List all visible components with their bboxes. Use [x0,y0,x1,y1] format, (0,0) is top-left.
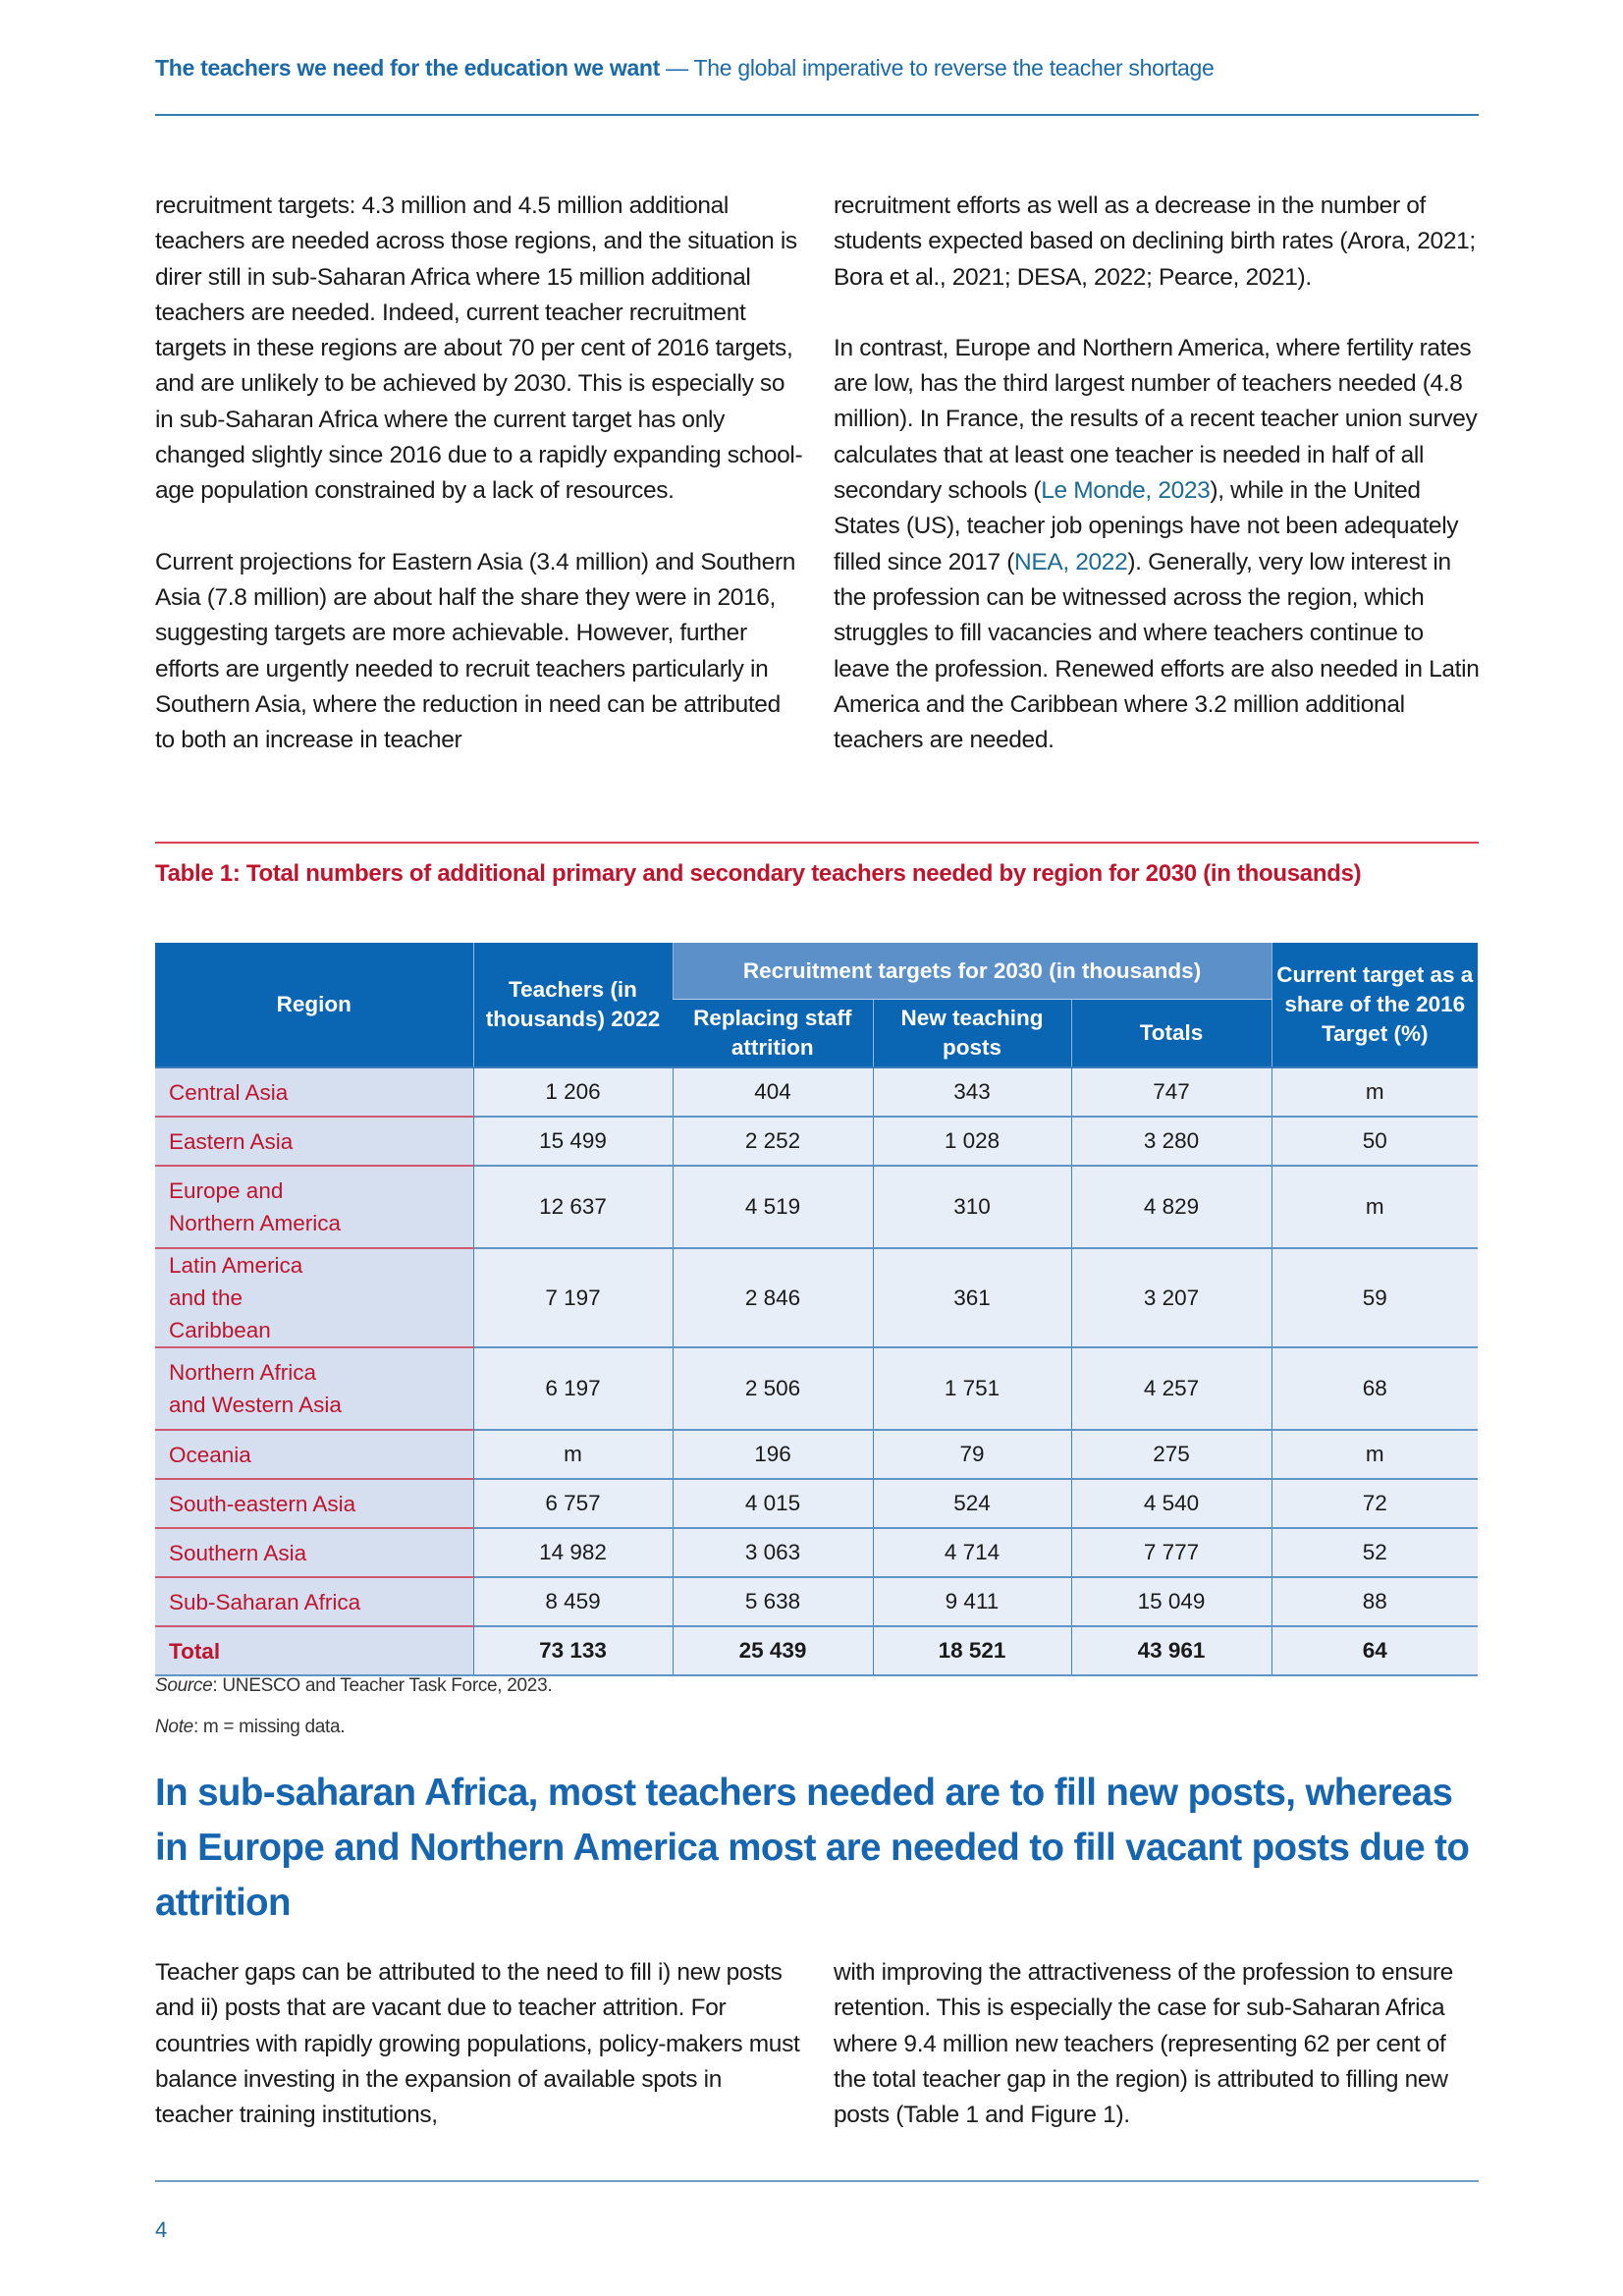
replacing-cell: 196 [673,1430,873,1479]
new-posts-cell: 9 411 [873,1577,1071,1626]
new-posts-cell: 310 [873,1166,1071,1248]
new-posts-cell: 524 [873,1479,1071,1528]
teachers-cell: 6 757 [473,1479,673,1528]
table-caption: Table 1: Total numbers of additional primary and secondary teachers needed by region for 2030 (in thousands) [155,860,1362,887]
paragraph: Current projections for Eastern Asia (3.4 million) and Southern Asia (7.8 million) are about half the share they were in 2016, suggesting targets are more achievable. However, further efforts are urgently needed to recruit teachers particularly in Southern Asia, where the reduction in need can be attributed to both an increase in teacher [155,548,796,754]
table-row [155,1479,1478,1528]
totals-cell: 43 961 [1071,1626,1271,1675]
replacing-cell: 4 015 [673,1479,873,1528]
table-row [155,1166,1478,1248]
table-total-row [155,1626,1478,1675]
totals-cell: 15 049 [1071,1577,1271,1626]
totals-cell: 3 207 [1071,1248,1271,1347]
body-column-right-top [834,189,1482,793]
region-cell: Eastern Asia [155,1117,473,1166]
totals-cell: 4 829 [1071,1166,1271,1248]
share-cell: m [1271,1067,1478,1117]
new-posts-cell: 361 [873,1248,1071,1347]
body-column-left-top [155,189,803,793]
table-row [155,1430,1478,1479]
teachers-cell: 73 133 [473,1626,673,1675]
column-header-teachers: Teachers (in thousands) 2022 [473,943,673,1067]
table-row [155,1577,1478,1626]
footer-divider [155,2180,1479,2182]
replacing-cell: 404 [673,1067,873,1117]
region-cell: Sub-Saharan Africa [155,1577,473,1626]
teachers-cell: 8 459 [473,1577,673,1626]
totals-cell: 747 [1071,1067,1271,1117]
teachers-cell: 6 197 [473,1347,673,1430]
note-text: : m = missing data. [192,1717,346,1737]
region-cell: Central Asia [155,1067,473,1117]
teachers-needed-table [155,943,1478,1676]
replacing-cell: 2 252 [673,1117,873,1166]
source-text: : UNESCO and Teacher Task Force, 2023. [212,1675,553,1696]
running-head-title: The teachers we need for the education we want [155,55,661,81]
source-label: Source [155,1675,213,1696]
totals-cell: 7 777 [1071,1528,1271,1577]
share-cell: 64 [1271,1626,1478,1675]
region-cell: Europe and Northern America [155,1166,473,1248]
table-row [155,1347,1478,1430]
region-cell: Southern Asia [155,1528,473,1577]
share-cell: 88 [1271,1577,1478,1626]
teachers-cell: 7 197 [473,1248,673,1347]
column-header-replacing: Replacing staff attrition [673,1000,873,1068]
column-header-totals: Totals [1071,1000,1271,1068]
teachers-cell: 14 982 [473,1528,673,1577]
citation-link-nea[interactable]: NEA, 2022 [1014,548,1128,575]
teachers-cell: 1 206 [473,1067,673,1117]
citation-link-le-monde[interactable]: Le Monde, 2023 [1041,477,1211,505]
new-posts-cell: 79 [873,1430,1071,1479]
table-row [155,1528,1478,1577]
running-head [155,55,1215,82]
table-caption-divider [155,842,1479,844]
new-posts-cell: 18 521 [873,1626,1071,1675]
body-column-right-bottom [834,1955,1482,2168]
replacing-cell: 4 519 [673,1166,873,1248]
note-label: Note [155,1717,193,1737]
paragraph-text: ), while in the United States (US), teacher job openings have not been adequately filled since 2017 ( [834,477,1459,575]
paragraph-text: ). Generally, very low interest in the profession can be witnessed across the region, which struggles to fill vacancies and where teachers continue to leave the profession. Renewed efforts are also needed in Latin America and the Caribbean where 3.2 million additional teachers are needed. [834,548,1480,754]
new-posts-cell: 4 714 [873,1528,1071,1577]
table-row [155,1117,1478,1166]
region-cell: Northern Africa and Western Asia [155,1347,473,1430]
share-cell: 68 [1271,1347,1478,1430]
replacing-cell: 25 439 [673,1626,873,1675]
table-source [155,1675,552,1697]
share-cell: 59 [1271,1248,1478,1347]
column-group-header-recruitment: Recruitment targets for 2030 (in thousands) [673,943,1271,1000]
paragraph: recruitment efforts as well as a decrease in the number of students expected based on declining birth rates (Arora, 2021; Bora et al., 2021; DESA, 2022; Pearce, 2021). [834,192,1476,291]
new-posts-cell: 1 751 [873,1347,1071,1430]
totals-cell: 4 257 [1071,1347,1271,1430]
column-header-current-target: Current target as a share of the 2016 Target (%) [1271,943,1478,1067]
column-header-region: Region [155,943,473,1067]
region-cell: Oceania [155,1430,473,1479]
replacing-cell: 2 846 [673,1248,873,1347]
region-cell: Latin America and the Caribbean [155,1248,473,1347]
totals-cell: 4 540 [1071,1479,1271,1528]
table-row [155,1248,1478,1347]
share-cell: 52 [1271,1528,1478,1577]
column-header-new-posts: New teaching posts [873,1000,1071,1068]
replacing-cell: 5 638 [673,1577,873,1626]
paragraph: Teacher gaps can be attributed to the need to fill i) new posts and ii) posts that are vacant due to teacher attrition. For countries with rapidly growing populations, policy-makers must balance investing in the expansion of available spots in teacher training institutions, [155,1959,800,2129]
paragraph: with improving the attractiveness of the profession to ensure retention. This is especially the case for sub-Saharan Africa where 9.4 million new teachers (representing 62 per cent of the total teacher gap in the region) is attributed to filling new posts (Table 1 and Figure 1). [834,1959,1453,2129]
teachers-cell: m [473,1430,673,1479]
teachers-cell: 12 637 [473,1166,673,1248]
paragraph: recruitment targets: 4.3 million and 4.5 million additional teachers are needed across those regions, and the situation is direr still in sub-Saharan Africa where 15 million additional teachers are needed. Indeed, current teacher recruitment targets in these regions are about 70 per cent of 2016 targets, and are unlikely to be achieved by 2030. This is especially so in sub-Saharan Africa where the current target has only changed slightly since 2016 due to a rapidly expanding school-age population constrained by a lack of resources. [155,192,803,505]
paragraph [834,331,1482,759]
page-number: 4 [155,2217,168,2242]
region-cell: South-eastern Asia [155,1479,473,1528]
section-heading: In sub-saharan Africa, most teachers needed are to fill new posts, whereas in Europe and Northern America most are needed to fill vacant posts due to attrition [155,1772,1470,1924]
totals-cell: 3 280 [1071,1117,1271,1166]
replacing-cell: 2 506 [673,1347,873,1430]
share-cell: 50 [1271,1117,1478,1166]
share-cell: 72 [1271,1479,1478,1528]
running-head-subtitle: — The global imperative to reverse the teacher shortage [660,55,1215,81]
teachers-cell: 15 499 [473,1117,673,1166]
share-cell: m [1271,1166,1478,1248]
body-column-left-bottom [155,1955,803,2168]
paragraph-text: In contrast, Europe and Northern America, where fertility rates are low, has the third largest number of teachers needed (4.8 million). In France, the results of a recent teacher union survey calculates that at least one teacher is needed in half of all secondary schools ( [834,334,1478,505]
share-cell: m [1271,1430,1478,1479]
new-posts-cell: 343 [873,1067,1071,1117]
region-cell: Total [155,1626,473,1675]
totals-cell: 275 [1071,1430,1271,1479]
table-note [155,1717,345,1738]
replacing-cell: 3 063 [673,1528,873,1577]
new-posts-cell: 1 028 [873,1117,1071,1166]
table-row [155,1067,1478,1117]
header-divider [155,114,1479,116]
